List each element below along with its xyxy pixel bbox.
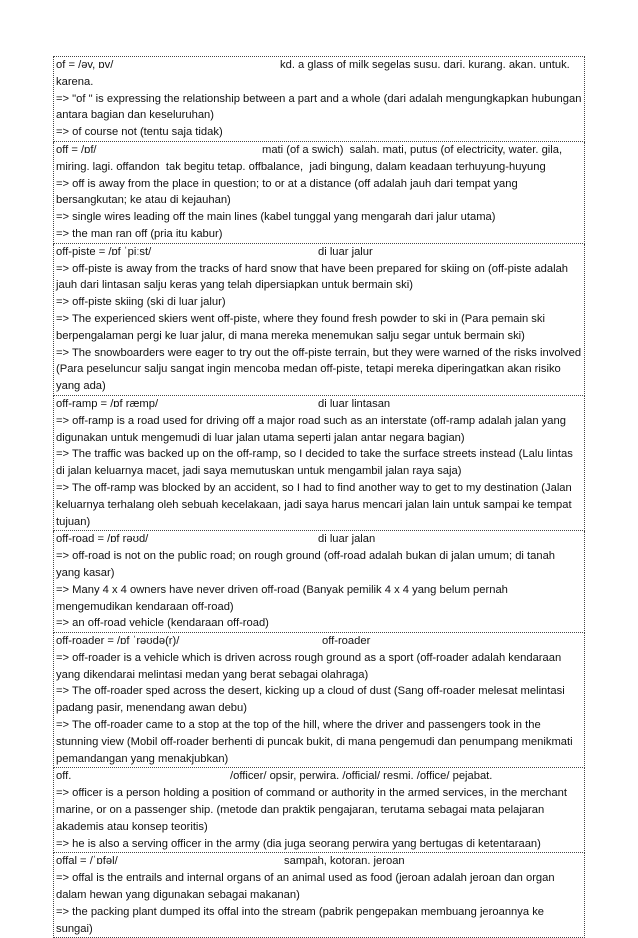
entry-example-line: => of course not (tentu saja tidak) [56, 126, 223, 139]
entry-gloss: di luar jalur [318, 245, 373, 258]
entry-headword-line [56, 57, 582, 91]
entry-example-line: => The experienced skiers went off-piste, where they found fresh powder to ski in (Para pemain ski berpengalaman pergi ke luar jalur, di mana mereka menemukan salju segar untuk bermain ski) [56, 312, 549, 342]
entry-example-line: => the man ran off (pria itu kabur) [56, 227, 223, 240]
entry-example-line: => The snowboarders were eager to try out the off-piste terrain, but they were warned of the risks involved (Para peseluncur salju sangat ingin mencoba medan off-piste, tetapi mereka diperingatkan akan risiko yang ada) [56, 346, 585, 393]
entry-term: offal = /ˈɒfəl/ [56, 855, 118, 868]
entry-gloss: mati (of a swich) salah. mati, putus (of electricity, water. gila, miring. lagi. offandon tak begitu tetap. offbalance, jadi bingung, dalam keadaan terhuyung-huyung [56, 143, 566, 173]
entry-headword-line [56, 244, 582, 261]
entry-example-line: => offal is the entrails and internal organs of an animal used as food (jeroan adalah jeroan dan organ dalam hewan yang digunakan sebagai makanan) [56, 872, 558, 902]
entry-term: off = /ɒf/ [56, 143, 97, 156]
entry-example-line: => he is also a serving officer in the army (dia juga seorang perwira yang bertugas di ketentaraan) [56, 837, 541, 850]
dictionary-entry [53, 768, 585, 853]
entry-example-line: => off-piste skiing (ski di luar jalur) [56, 296, 226, 309]
dictionary-document [53, 56, 585, 938]
entry-example-line: => The off-ramp was blocked by an accident, so I had to find another way to get to my destination (Jalan keluarnya terhalang oleh sebuah kecelakaan, jadi saya harus mencari jalan lain untuk sampai ke tempat tujuan) [56, 481, 575, 528]
entry-headword-line [56, 142, 582, 176]
entry-example-line: => Many 4 x 4 owners have never driven off-road (Banyak pemilik 4 x 4 yang belum pernah mengemudikan kendaraan off-road) [56, 583, 512, 613]
entry-headword-line [56, 633, 582, 650]
entry-term: off-ramp = /ɒf ræmp/ [56, 397, 159, 410]
entry-example-line: => "of " is expressing the relationship between a part and a whole (dari adalah mengungkapkan hubungan antara bagian dan keseluruhan) [56, 92, 585, 122]
entry-example-line: => off is away from the place in question; to or at a distance (off adalah jauh dari tempat yang bersangkutan; ke atau di kejauhan) [56, 177, 521, 207]
entry-headword-line [56, 768, 582, 785]
entry-gloss: sampah, kotoran. jeroan [284, 855, 405, 868]
entry-example-line: => off-roader is a vehicle which is driven across rough ground as a sport (off-roader adalah kendaraan yang dikendarai melintasi medan yang berat sebagai olahraga) [56, 651, 565, 681]
entry-gloss: off-roader [322, 635, 371, 648]
entry-headword-line [56, 396, 582, 413]
entry-gloss: di luar lintasan [318, 397, 391, 410]
entry-gloss: di luar jalan [318, 533, 376, 546]
entry-term: off-roader = /ɒf ˈrəʊdə(r)/ [56, 635, 180, 648]
entry-example-line: => single wires leading off the main lines (kabel tunggal yang mengarah dari jalur utama) [56, 211, 496, 224]
entry-example-line: => The traffic was backed up on the off-ramp, so I decided to take the surface streets instead (Lalu lintas di jalan keluarnya macet, jadi saya memutuskan untuk mengambil jalan raya saja) [56, 448, 576, 478]
dictionary-entry [53, 142, 585, 244]
dictionary-entry [53, 853, 585, 938]
entry-term: of = /əv, ɒv/ [56, 59, 114, 71]
entry-term: off. [56, 770, 72, 783]
entry-example-line: => off-piste is away from the tracks of hard snow that have been prepared for skiing on (off-piste adalah jauh dari lintasan salju keras yang telah dipersiapkan untuk bermain ski) [56, 262, 572, 292]
dictionary-entry [53, 633, 585, 768]
dictionary-entry [53, 531, 585, 633]
dictionary-entry [53, 396, 585, 531]
entry-example-line: => an off-road vehicle (kendaraan off-road) [56, 617, 269, 630]
dictionary-entry [53, 57, 585, 142]
entry-example-line: => the packing plant dumped its offal into the stream (pabrik pengepakan membuang jeroannya ke sungai) [56, 905, 548, 935]
entry-headword-line [56, 531, 582, 548]
dictionary-entry [53, 244, 585, 396]
entry-example-line: => officer is a person holding a position of command or authority in the armed services, in the merchant marine, or on a passenger ship. (metode dan praktik pengajaran, terutama sebagai mata pelajaran akademis atau konsep teoritis) [56, 787, 571, 833]
entry-gloss: /officer/ opsir, perwira. /official/ resmi. /office/ pejabat. [230, 770, 493, 783]
entry-example-line: => off-ramp is a road used for driving off a major road such as an interstate (off-ramp adalah jalan yang digunakan untuk mengemudi di luar jalan utama seperti jalan antar negara bagian) [56, 414, 570, 444]
entry-example-line: => The off-roader came to a stop at the top of the hill, where the driver and passengers took in the stunning view (Mobil off-roader berhenti di puncak bukit, di mana pengemudi dan penumpang menikmati pemandangan yang menakjubkan) [56, 719, 576, 765]
entry-term: off-piste = /ɒf ˈpiːst/ [56, 245, 152, 258]
entry-example-line: => off-road is not on the public road; on rough ground (off-road adalah bukan di jalan umum; di tanah yang kasar) [56, 550, 559, 579]
entry-gloss: kd. a glass of milk segelas susu. dari. kurang. akan. untuk. karena. [56, 59, 573, 88]
entry-headword-line [56, 853, 582, 870]
entry-term: off-road = /ɒf rəʊd/ [56, 533, 149, 546]
entry-example-line: => The off-roader sped across the desert, kicking up a cloud of dust (Sang off-roader melesat melintasi padang pasir, menendang awan debu) [56, 685, 568, 715]
